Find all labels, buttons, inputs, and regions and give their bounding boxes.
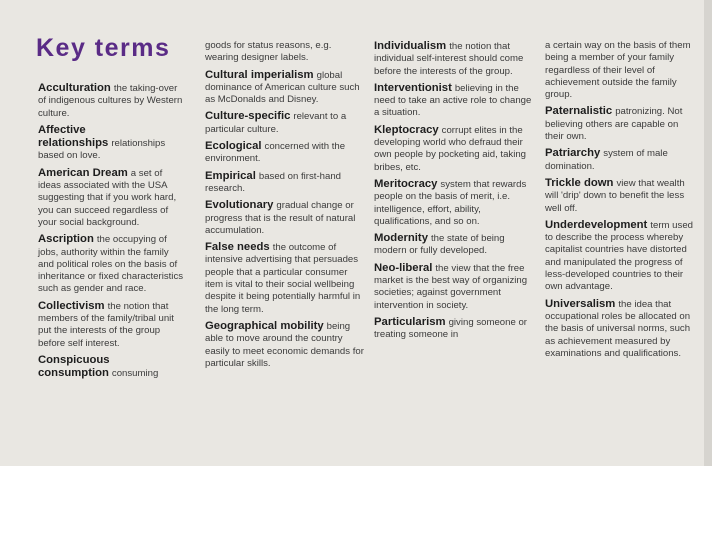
glossary-definition: a set of ideas associated with the USA suggesting that if you work hard, you can succeed regardless of your social background. (38, 167, 177, 228)
glossary-term: Individualism (374, 40, 447, 52)
glossary-term: Universalism (545, 297, 616, 310)
glossary-entry (545, 219, 697, 294)
glossary-term: Affective relationships (38, 123, 109, 150)
glossary-entry (545, 105, 697, 143)
glossary-definition: the taking-over of indigenous cultures by Western culture. (38, 83, 183, 119)
glossary-definition: believing in the need to take an active role to change a situation. (374, 82, 532, 119)
glossary-entry (374, 40, 534, 78)
glossary-definition: term used to describe the process whereby capitalist countries have distorted and manipulated the progress of less-developed countries to their own advantage. (545, 219, 693, 293)
glossary-definition: the occupying of jobs, authority within the family and political roles on the basis of inheritance or fixed characteristics such as gender and race. (38, 234, 184, 295)
glossary-definition: the view that the free market is the best way of organizing societies; against government intervention in society. (374, 262, 528, 311)
glossary-column-2 (205, 40, 365, 374)
glossary-entry (374, 82, 534, 120)
glossary-term: Geographical mobility (205, 319, 324, 332)
glossary-term: Patriarchy (545, 147, 601, 160)
glossary-term: Conspicuous consumption (38, 353, 110, 380)
glossary-definition: concerned with the environment. (205, 141, 346, 165)
glossary-definition: the state of being modern or fully developed. (374, 233, 505, 257)
glossary-definition: gradual change or progress that is the result of natural accumulation. (205, 200, 356, 236)
glossary-definition: view that wealth will 'drip' down to benefit the less well off. (545, 177, 685, 214)
glossary-definition: patronizing. Not believing others are capable on their own. (545, 106, 683, 143)
glossary-entry (374, 178, 534, 228)
glossary-definition: being able to move around the country easily to meet economic demands for particular skills. (205, 320, 364, 369)
glossary-entry (374, 262, 534, 312)
glossary-entry (205, 320, 365, 370)
glossary-term: Collectivism (38, 299, 105, 312)
glossary-definition: global dominance of American culture such as McDonalds and Disney. (205, 69, 360, 106)
glossary-term: Ecological (205, 140, 262, 153)
glossary-term: Kleptocracy (374, 123, 439, 136)
glossary-definition: the notion that individual self-interest should come before the interests of the group. (374, 41, 524, 77)
glossary-column-3 (374, 40, 534, 346)
glossary-definition: based on first-hand research. (205, 170, 341, 194)
glossary-term: False needs (205, 241, 270, 254)
glossary-entry (205, 69, 365, 107)
glossary-term: Particularism (374, 315, 446, 328)
glossary-term: Paternalistic (545, 105, 613, 118)
glossary-definition: giving someone or treating someone in (374, 316, 527, 341)
glossary-entry (205, 241, 365, 316)
glossary-entry (374, 232, 534, 258)
glossary-entry (545, 298, 697, 360)
glossary-term: Culture-specific (205, 110, 291, 123)
glossary-entry (374, 124, 534, 174)
glossary-entry (205, 110, 365, 136)
glossary-entry (38, 300, 186, 350)
glossary-term: Trickle down (545, 176, 614, 189)
glossary-definition: system of male domination. (545, 148, 668, 172)
glossary-term: Empirical (205, 169, 256, 182)
glossary-column-1 (38, 82, 186, 385)
glossary-entry (205, 170, 365, 196)
glossary-term: Meritocracy (374, 177, 438, 190)
glossary-entry (38, 233, 186, 295)
glossary-definition: a certain way on the basis of them being a member of your family regardless of their level of achievement outside the family group. (545, 40, 691, 101)
glossary-term: Evolutionary (205, 199, 274, 212)
glossary-entry (205, 199, 365, 237)
glossary-term: Cultural imperialism (205, 68, 314, 81)
glossary-entry (545, 177, 697, 215)
glossary-term: American Dream (38, 166, 128, 179)
glossary-definition: the notion that members of the family/tribal unit put the interests of the group before self interest. (38, 300, 174, 349)
glossary-term: Interventionist (374, 81, 452, 94)
glossary-term: Underdevelopment (545, 218, 648, 231)
page-title: Key terms (36, 34, 171, 62)
glossary-entry (545, 147, 697, 173)
glossary-term: Neo-liberal (374, 261, 433, 274)
glossary-entry (374, 316, 534, 342)
glossary-entry (205, 140, 365, 166)
glossary-definition: goods for status reasons, e.g. wearing designer labels. (205, 40, 332, 64)
glossary-definition: the outcome of intensive advertising that persuades people that a particular consumer item is vital to their social wellbeing despite it being potentially harmful in the long term. (205, 242, 361, 315)
glossary-entry (205, 40, 365, 65)
glossary-entry (38, 124, 186, 163)
glossary-entry (38, 82, 186, 120)
glossary-definition: relationships based on love. (38, 138, 166, 162)
glossary-entry (38, 354, 186, 381)
glossary-column-4 (545, 40, 697, 364)
glossary-definition: system that rewards people on the basis of merit, i.e. intelligence, effort, ability, qualifications, and so on. (374, 178, 527, 227)
glossary-definition: corrupt elites in the developing world who defraud their own people by pocketing aid, taking bribes, etc. (374, 124, 527, 173)
glossary-term: Ascription (38, 233, 94, 246)
glossary-definition: relevant to a particular culture. (205, 111, 347, 135)
glossary-definition: the idea that occupational roles be allocated on the basis of universal norms, such as achievement measured by examinations and qualifications. (545, 298, 691, 359)
glossary-entry (545, 40, 697, 101)
glossary-term: Modernity (374, 232, 428, 245)
glossary-entry (38, 167, 186, 229)
glossary-term: Acculturation (38, 82, 111, 94)
glossary-definition: consuming (111, 368, 159, 380)
